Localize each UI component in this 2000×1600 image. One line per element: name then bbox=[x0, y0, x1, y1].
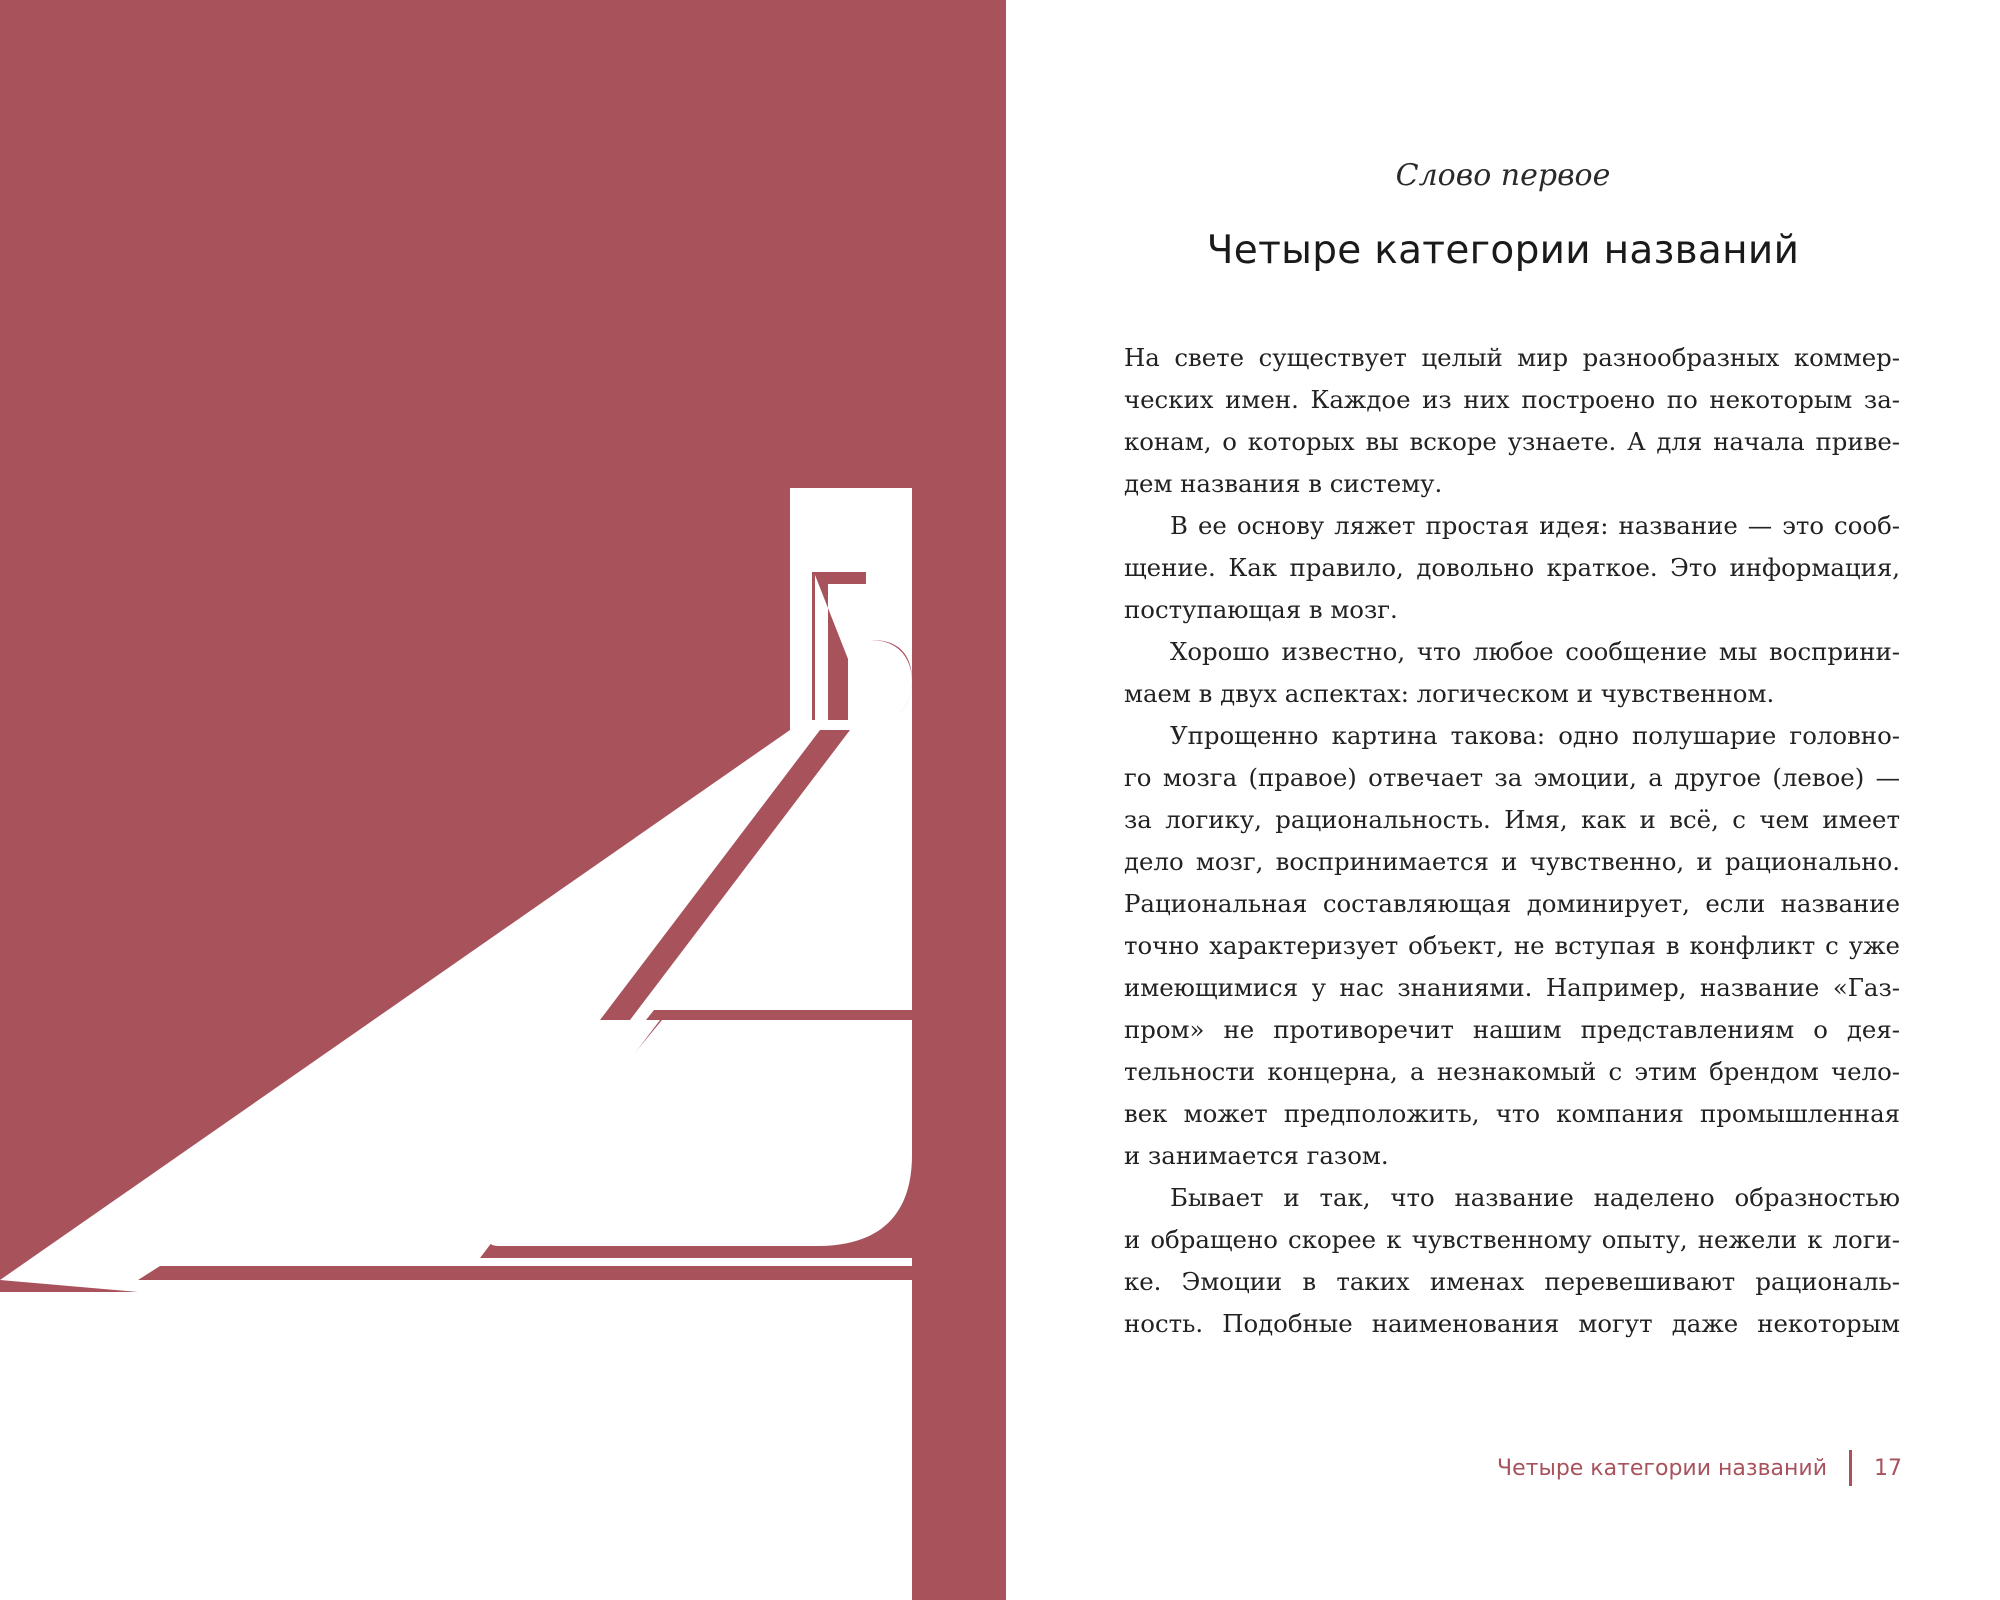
text-line: го мозга (правое) отвечает за эмоции, а другое (левое) — bbox=[1124, 763, 1900, 792]
text-line: Упрощенно картина такова: одно полушарие головно- bbox=[1170, 721, 1900, 750]
text-line: пром» не противоречит нашим представлениям о дея- bbox=[1124, 1015, 1900, 1044]
chapter-title: Четыре категории названий bbox=[1206, 228, 1800, 273]
text-line: щение. Как правило, довольно краткое. Это информация, bbox=[1124, 553, 1900, 582]
text-line: тельности концерна, а незнакомый с этим брендом чело- bbox=[1124, 1057, 1900, 1086]
text-line: за логику, рациональность. Имя, как и всё, с чем имеет bbox=[1124, 805, 1900, 834]
base-slab bbox=[0, 1292, 912, 1600]
running-title: Четыре категории названий bbox=[1497, 1455, 1827, 1481]
text-line: В ее основу ляжет простая идея: название — это сооб- bbox=[1170, 511, 1900, 540]
text-line: ность. Подобные наименования могут даже некоторым bbox=[1124, 1309, 1900, 1338]
text-line: имеющимися у нас знаниями. Например, название «Газ- bbox=[1124, 973, 1900, 1002]
text-line: дем названия в систему. bbox=[1124, 469, 1443, 498]
text-line: ке. Эмоции в таких именах перевешивают рациональ- bbox=[1124, 1267, 1900, 1296]
right-page bbox=[1006, 0, 2000, 1600]
text-line: поступающая в мозг. bbox=[1124, 595, 1398, 624]
spine-strip bbox=[912, 0, 1006, 1600]
text-line: Хорошо известно, что любое сообщение мы восприни- bbox=[1170, 637, 1900, 666]
text-line: точно характеризует объект, не вступая в конфликт с уже bbox=[1124, 931, 1900, 960]
text-line: и занимается газом. bbox=[1124, 1141, 1389, 1170]
page-number: 17 bbox=[1874, 1455, 1902, 1481]
text-line: На свете существует целый мир разнообразных коммер- bbox=[1124, 343, 1900, 372]
text-line: век может предположить, что компания промышленная bbox=[1124, 1099, 1900, 1128]
text-line: и обращено скорее к чувственному опыту, нежели к логи- bbox=[1124, 1225, 1900, 1254]
letter-d-bowl-cut bbox=[646, 1010, 912, 1020]
body-text bbox=[1124, 337, 1900, 1345]
letter-d-baseline bbox=[138, 1266, 912, 1280]
text-line: Рациональная составляющая доминирует, если название bbox=[1124, 889, 1900, 918]
text-line: конам, о которых вы вскоре узнаете. А для начала приве- bbox=[1124, 427, 1900, 456]
footer-divider bbox=[1849, 1450, 1852, 1486]
text-line: Бывает и так, что название наделено образностью bbox=[1170, 1183, 1900, 1212]
text-line: маем в двух аспектах: логическом и чувственном. bbox=[1124, 679, 1775, 708]
text-line: дело мозг, воспринимается и чувственно, и рационально. bbox=[1124, 847, 1900, 876]
chapter-kicker: Слово первое bbox=[1395, 158, 1611, 193]
text-line: ческих имен. Каждое из них построено по некоторым за- bbox=[1124, 385, 1900, 414]
page-footer bbox=[1497, 1450, 1902, 1486]
